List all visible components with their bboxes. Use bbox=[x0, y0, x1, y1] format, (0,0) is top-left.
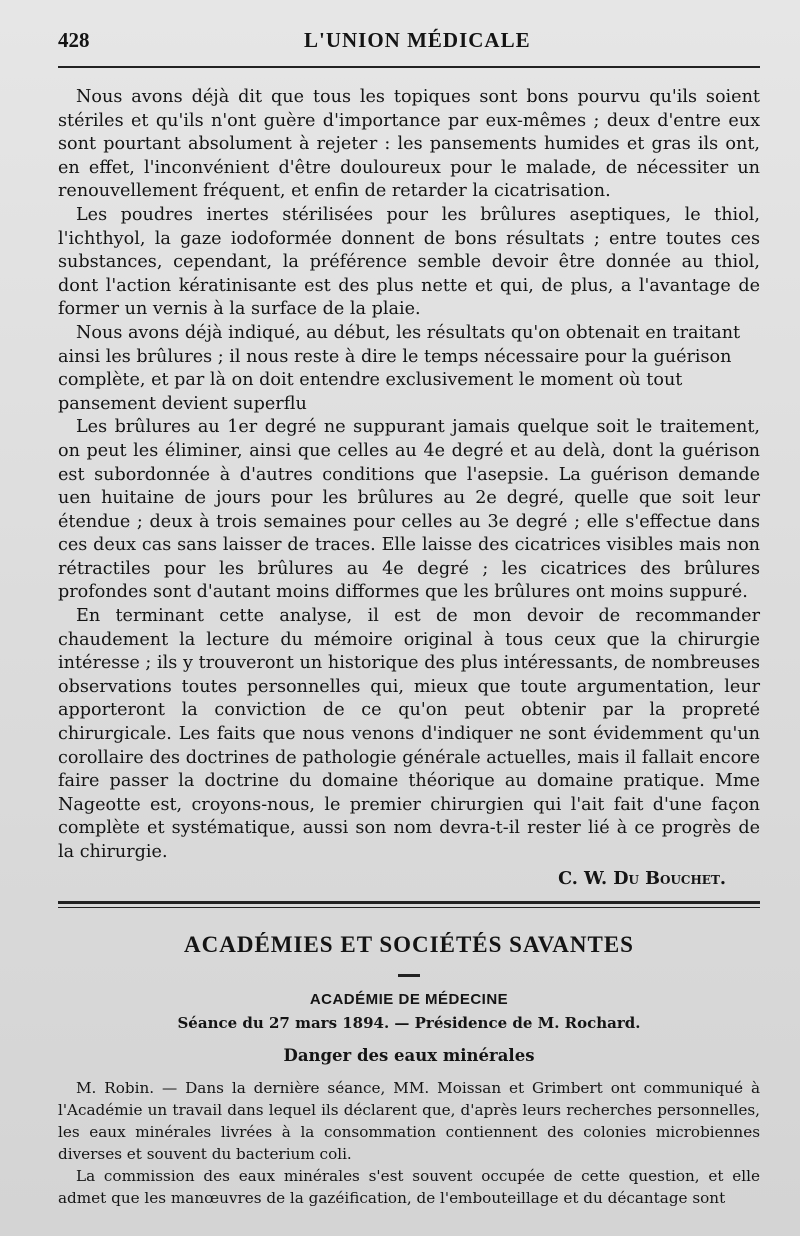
article-body bbox=[58, 86, 760, 865]
article-paragraph: Les poudres inertes stérilisées pour les brûlures aseptiques, le thiol, l'ichthyol, la gaze iodoformée donnent de bons résultats ; entre toutes ces substances, cependant, la préférence semble devoir être donnée au thiol, dont l'action kératinisante est des plus nette et qui, de plus, a l'avantage de former un vernis à la surface de la plaie. bbox=[58, 204, 760, 320]
title-dash bbox=[398, 974, 420, 977]
seance-line: Séance du 27 mars 1894. — Présidence de M. Rochard. bbox=[177, 1013, 641, 1032]
article-paragraph: Nous avons déjà dit que tous les topiques sont bons pourvu qu'ils soient stériles et qu'ils n'ont guère d'importance par eux-mêmes ; deux d'entre eux sont pourtant absolument à rejeter : les pansements humides et gras ils ont, en effet, l'inconvénient d'être douloureux pour le malade, de nécessiter un renouvellement fréquent, et enfin de retarder la cicatrisation. bbox=[58, 87, 760, 202]
section-paragraph: La commission des eaux minérales s'est souvent occupée de cette question, et elle admet que les manœuvres de la gazéification, de l'embouteillage et du décantage sont bbox=[58, 1166, 760, 1207]
article-paragraph: Les brûlures au 1er degré ne suppurant jamais quelque soit le traitement, on peut les éliminer, ainsi que celles au 4e degré et au delà, dont la guérison est subordonnée à d'autres conditions que l'asepsie. La guérison demande uen huitaine de jours pour les brûlures au 2e degré, quelle que soit leur étendue ; deux à trois semaines pour celles au 3e degré ; elle s'effectue dans ces deux cas sans laisser de traces. Elle laisse des cicatrices visibles mais non rétractiles pour les brûlures au 4e degré ; les cicatrices des brûlures profondes sont d'autant moins difformes que les brûlures ont moins suppuré. bbox=[58, 417, 760, 603]
section-paragraph: M. Robin. — Dans la dernière séance, MM. Moissan et Grimbert ont communiqué à l'Académie un travail dans lequel ils déclarent que, d'après leurs recherches personnelles, les eaux minérales livrées à la consommation contiennent des colonies microbiennes diverses et souvent du bacterium coli. bbox=[58, 1078, 760, 1163]
header-rule bbox=[58, 66, 760, 68]
section-body bbox=[58, 1077, 760, 1209]
author-signature: C. W. Du Bouchet. bbox=[558, 867, 726, 889]
journal-title: L'UNION MÉDICALE bbox=[304, 28, 531, 52]
article-paragraph: En terminant cette analyse, il est de mon devoir de recommander chaudement la lecture du mémoire original à tous ceux que la chirurgie intéresse ; ils y trouveront un historique des plus intéressants, de nombreuses observations toutes personnelles qui, mieux que toute argumentation, leur apporteront la conviction de ce qu'on peut obtenir par la propreté chirurgicale. Les faits que nous venons d'indiquer ne sont évidemment qu'un corollaire des doctrines de pathologie générale actuelles, mais il fallait encore faire passer la doctrine du domaine théorique au domaine pratique. Mme Nageotte est, croyons-nous, le premier chirurgien qui l'ait fait d'une façon complète et systématique, aussi son nom devra-t-il rester lié à ce progrès de la chirurgie. bbox=[58, 606, 760, 862]
academy-name: ACADÉMIE DE MÉDECINE bbox=[309, 990, 509, 1008]
topic-heading: Danger des eaux minérales bbox=[283, 1045, 535, 1065]
section-title: ACADÉMIES ET SOCIÉTÉS SAVANTES bbox=[184, 931, 634, 957]
page-header bbox=[58, 28, 760, 62]
article-paragraph: Nous avons déjà indiqué, au début, les résultats qu'on obtenait en traitant ainsi les brûlures ; il nous reste à dire le temps nécessaire pour la guérison complète, et par là on doit entendre exclusivement le moment où tout pansement devient superflu bbox=[58, 322, 741, 414]
page-number: 428 bbox=[58, 28, 90, 52]
section-divider bbox=[58, 901, 760, 908]
